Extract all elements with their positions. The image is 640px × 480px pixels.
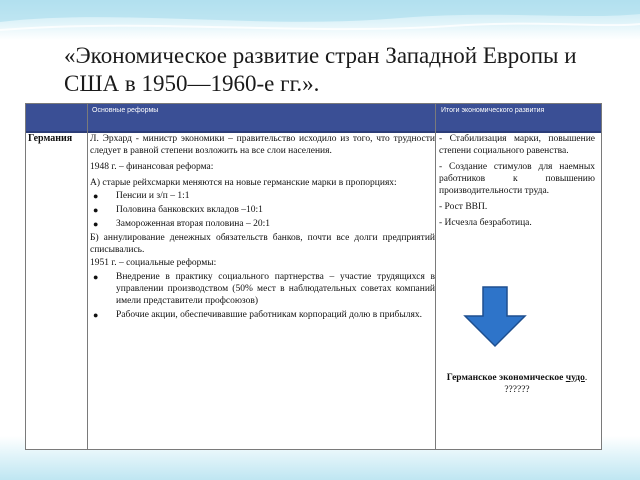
conclusion-text: Германское экономическое чудо. ?????? xyxy=(446,373,588,395)
result-text: - Создание стимулов для наемных работников к повышению производительности труда. xyxy=(439,162,595,196)
reform-text: Б) аннулирование денежных обязательств банков, почти все долги предприятий списывались. xyxy=(90,233,435,255)
list-item: ● Внедрение в практику социального партнерства – участие трудящихся в управлении производством (50% мест в наблюдательных советах компаний имели представители профсоюзов) xyxy=(93,272,435,306)
bullet-icon: ● xyxy=(93,219,99,229)
social-reforms-list xyxy=(90,271,435,321)
down-arrow-icon xyxy=(463,286,527,348)
reform-text: А) старые рейхсмарки меняются на новые германские марки в пропорциях: xyxy=(90,178,397,188)
reform-text: 1951 г. – социальные реформы: xyxy=(90,258,217,268)
list-item: ● Рабочие акции, обеспечивавшие работникам корпораций долю в прибылях. xyxy=(93,310,423,320)
reforms-cell xyxy=(90,133,435,323)
page-title: «Экономическое развитие стран Западной Европы и США в 1950—1960-е гг.». xyxy=(64,43,577,96)
result-text: - Стабилизация марки, повышение степени социального равенства. xyxy=(439,134,595,156)
background-wave xyxy=(0,0,640,40)
list-item: ● Пенсии и з/п – 1:1 xyxy=(93,191,190,201)
column-divider xyxy=(87,104,88,449)
reform-text: Л. Эрхард - министр экономики – правительство исходило из того, что трудности следует в равной степени возложить на все слои населения. xyxy=(90,134,435,156)
bullet-icon: ● xyxy=(93,310,99,320)
country-cell: Германия xyxy=(28,133,73,144)
result-text: - Рост ВВП. xyxy=(439,202,488,212)
bullet-icon: ● xyxy=(93,205,99,215)
bullet-icon: ● xyxy=(93,191,99,201)
header-reforms: Основные реформы xyxy=(92,107,159,114)
list-item: ● Половина банковских вкладов –10:1 xyxy=(93,205,263,215)
header-results: Итоги экономического развития xyxy=(441,107,545,114)
exchange-list xyxy=(90,190,435,230)
results-cell xyxy=(439,133,595,233)
column-divider xyxy=(435,104,436,449)
bullet-icon: ● xyxy=(93,272,99,282)
reforms-table xyxy=(25,103,602,450)
table-header-row xyxy=(26,104,601,133)
list-item: ● Замороженная вторая половина – 20:1 xyxy=(93,219,270,229)
result-text: - Исчезла безработица. xyxy=(439,218,532,228)
background-top-band xyxy=(0,0,640,40)
reform-text: 1948 г. – финансовая реформа: xyxy=(90,162,214,172)
